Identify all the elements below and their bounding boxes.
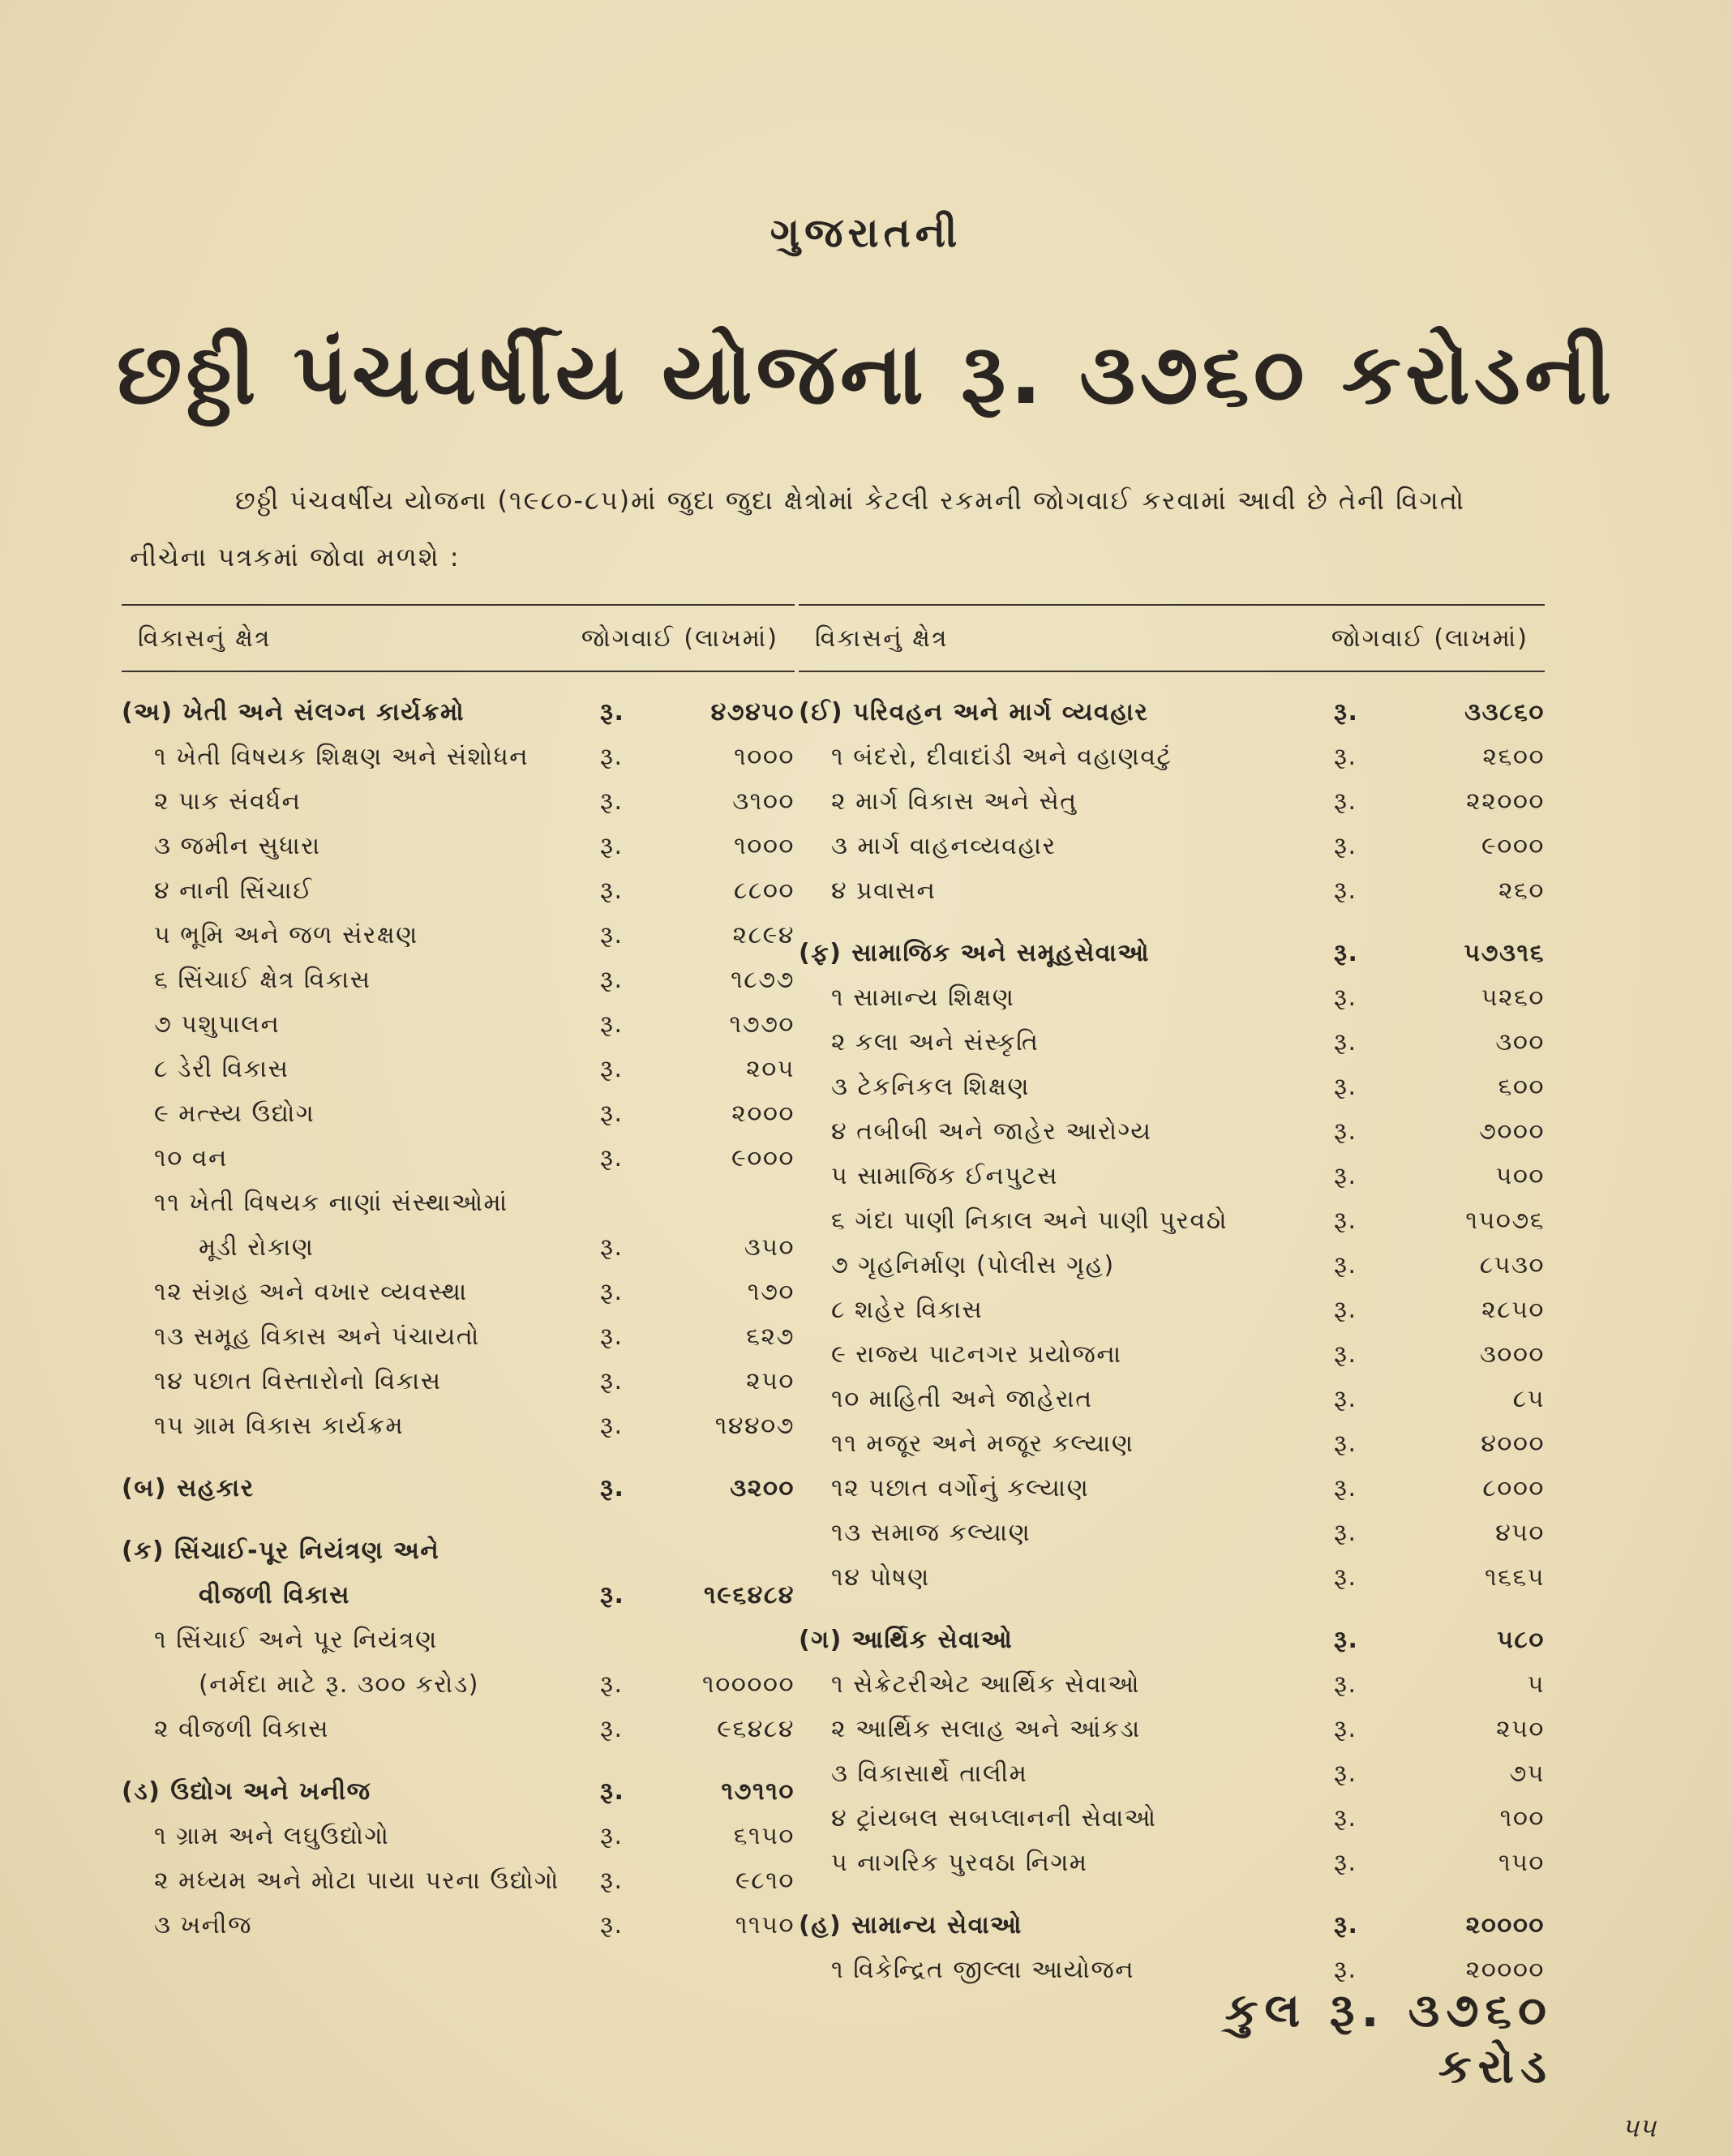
row-label: ૧૦ વન (154, 1144, 228, 1172)
row-currency: રૂ. (1334, 1804, 1357, 1832)
row-label: (ઈ) પરિવહન અને માર્ગ વ્યવહાર (799, 698, 1149, 727)
row-label: ૨ મધ્યમ અને મોટા પાયા પરના ઉદ્યોગો (154, 1867, 559, 1895)
table-row (799, 1555, 1545, 1600)
row-label: ૨ વીજળી વિકાસ (154, 1715, 330, 1743)
table-header-row (122, 606, 795, 671)
table-row (122, 824, 795, 868)
row-currency: રૂ. (600, 1010, 624, 1039)
row-amount: ૪૦૦૦ (1481, 1429, 1545, 1458)
row-label: વીજળી વિકાસ (199, 1581, 350, 1609)
row-amount: ૮૦૦૦ (1482, 1474, 1545, 1502)
row-amount: ૯૮૧૦ (735, 1867, 795, 1895)
table-row (799, 1662, 1545, 1707)
row-currency: રૂ. (1334, 1162, 1357, 1190)
row-amount: ૧૮૭૭ (731, 966, 795, 994)
row-amount: ૧૭૦ (747, 1278, 795, 1306)
row-label: ૩ જમીન સુધારા (154, 832, 321, 860)
row-currency: રૂ. (600, 698, 625, 727)
row-label: (ક) સિંચાઈ-પૂર નિયંત્રણ અને (122, 1537, 440, 1565)
row-currency: રૂ. (600, 787, 624, 816)
row-amount: ૯૬૪૮૪ (717, 1715, 795, 1743)
row-currency: રૂ. (600, 1867, 624, 1895)
row-amount: ૧૦૦૦ (734, 743, 795, 771)
row-currency: રૂ. (1334, 1670, 1357, 1699)
row-amount: ૨૬૦ (1498, 877, 1545, 905)
table-row (122, 735, 795, 779)
row-label: ૧૩ સમૂહ વિકાસ અને પંચાયતો (154, 1322, 480, 1351)
table-row (122, 1225, 795, 1270)
row-currency: રૂ. (600, 1055, 624, 1083)
section-row (122, 1769, 795, 1814)
row-amount: ૧૪૪૦૭ (714, 1412, 795, 1440)
row-label: ૧૦ માહિતી અને જાહેરાત (831, 1385, 1093, 1413)
row-amount: ૩૫૦ (744, 1233, 795, 1262)
row-currency: રૂ. (1334, 1117, 1357, 1146)
table-row (122, 1662, 795, 1707)
table-row (799, 1466, 1545, 1511)
row-amount: ૬૧૫૦ (733, 1822, 795, 1850)
table-row (799, 1796, 1545, 1841)
row-label: ૧૧ ખેતી વિષયક નાણાં સંસ્થાઓમાં (154, 1189, 508, 1217)
row-amount: ૧૧૫૦ (735, 1911, 795, 1940)
row-amount: ૯૦૦૦ (1481, 832, 1545, 860)
row-currency: રૂ. (600, 1233, 624, 1262)
table-row (122, 1047, 795, 1091)
row-label: (ડ) ઉદ્યોગ અને ખનીજ (122, 1777, 371, 1806)
row-label: ૧૪ પછાત વિસ્તારોનો વિકાસ (154, 1367, 442, 1395)
row-currency: રૂ. (600, 1099, 624, 1128)
table-row (799, 975, 1545, 1020)
row-currency: રૂ. (1334, 1429, 1357, 1458)
row-amount: ૨૬૦૦ (1482, 743, 1545, 771)
page-number: ૫૫ (1622, 2112, 1657, 2143)
row-label: ૯ રાજ્ય પાટનગર પ્રયોજના (831, 1340, 1122, 1369)
row-label: (ગ) આર્થિક સેવાઓ (799, 1626, 1014, 1654)
row-amount: ૧૫૦ (1498, 1849, 1545, 1877)
row-amount: ૫૦૦ (1495, 1162, 1545, 1190)
table-row (122, 1136, 795, 1181)
table-header-row (799, 606, 1545, 671)
row-label: ૫ ભૂમિ અને જળ સંરક્ષણ (154, 921, 418, 949)
row-currency: રૂ. (1334, 832, 1357, 860)
row-amount: ૫૨૬૦ (1481, 984, 1545, 1012)
row-label: ૧ બંદરો, દીવાદાંડી અને વહાણવટું (831, 743, 1173, 771)
row-label: ૧૫ ગ્રામ વિકાસ કાર્યક્રમ (154, 1412, 405, 1440)
row-label: ૨ પાક સંવર્ધન (154, 787, 302, 816)
table-row (799, 1198, 1545, 1243)
row-amount: ૨૦૦૦૦ (1465, 1956, 1545, 1984)
row-currency: રૂ. (600, 1367, 624, 1395)
row-currency: રૂ. (1334, 1028, 1357, 1057)
provision-header: જોગવાઈ (લાખમાં) (1331, 624, 1528, 653)
row-currency: રૂ. (600, 1144, 624, 1172)
table-row (122, 1618, 795, 1662)
row-currency: રૂ. (1334, 1251, 1357, 1279)
table-row (799, 1288, 1545, 1332)
row-amount: ૨૦૦૦ (731, 1099, 795, 1128)
row-amount: ૫૭૩૧૬ (1464, 939, 1545, 967)
row-amount: ૨૫૦ (1496, 1715, 1545, 1743)
row-currency: રૂ. (600, 1670, 624, 1699)
row-currency: રૂ. (1334, 939, 1359, 967)
row-label: ૨ માર્ગ વિકાસ અને સેતુ (831, 787, 1078, 816)
row-currency: રૂ. (1334, 1911, 1359, 1940)
row-label: ૧૩ સમાજ કલ્યાણ (831, 1519, 1031, 1547)
row-label: ૩ માર્ગ વાહનવ્યવહાર (831, 832, 1057, 860)
right-table (799, 604, 1545, 1992)
table-row (122, 1903, 795, 1948)
row-amount: ૫૮૦ (1497, 1626, 1545, 1654)
row-label: ૭ પશુપાલન (154, 1010, 281, 1039)
row-currency: રૂ. (1334, 1626, 1359, 1654)
table-row (799, 1243, 1545, 1288)
row-amount: ૯૦૦૦ (731, 1144, 795, 1172)
row-label: ૫ નાગરિક પુરવઠા નિગમ (831, 1849, 1088, 1877)
row-amount: ૩૦૦ (1495, 1028, 1545, 1057)
table-row (122, 913, 795, 958)
row-currency: રૂ. (600, 1322, 624, 1351)
row-currency: રૂ. (600, 1581, 625, 1609)
row-label: ૧૪ પોષણ (831, 1563, 930, 1592)
table-row (799, 1065, 1545, 1109)
table-row (122, 1404, 795, 1448)
table-row (122, 1002, 795, 1047)
row-amount: ૧૯૬૪૮૪ (704, 1581, 795, 1609)
table-row (122, 1270, 795, 1314)
row-currency: રૂ. (1334, 877, 1357, 905)
row-amount: ૮૫ (1512, 1385, 1545, 1413)
left-table-body (122, 690, 795, 1948)
section-row (799, 931, 1545, 975)
row-currency: રૂ. (1334, 1715, 1357, 1743)
table-row (799, 1511, 1545, 1555)
grand-total: કુલ રૂ. ૩૭૬૦ કરોડ (1224, 1982, 1553, 2094)
row-currency: રૂ. (1334, 743, 1357, 771)
table-row (799, 1841, 1545, 1885)
row-amount: ૭૦૦૦ (1478, 1117, 1545, 1146)
table-row (122, 1091, 795, 1136)
row-currency: રૂ. (600, 1715, 624, 1743)
table-row (122, 958, 795, 1002)
section-row (122, 1528, 795, 1573)
row-currency: રૂ. (1334, 1956, 1357, 1984)
table-row (122, 1707, 795, 1751)
row-amount: ૮૫૩૦ (1479, 1251, 1545, 1279)
section-row (122, 1573, 795, 1618)
row-currency: રૂ. (1334, 1073, 1357, 1101)
table-row (122, 1858, 795, 1903)
table-row (799, 1751, 1545, 1796)
row-currency: રૂ. (1334, 1385, 1357, 1413)
intro-paragraph: છઠ્ઠી પંચવર્ષીય યોજના (૧૯૮૦-૮૫)માં જુદા જુદા ક્ષેત્રોમાં કેટલી રકમની જોગવાઈ કરવામાં આવી છે તેની વિગતો નીચેના પત્રકમાં જોવા મળશે : (130, 485, 1465, 572)
row-label: ૩ ખનીજ (154, 1911, 252, 1940)
row-currency: રૂ. (1334, 787, 1357, 816)
row-label: ૩ વિકાસાર્થે તાલીમ (831, 1760, 1028, 1788)
row-amount: ૩૦૦૦ (1479, 1340, 1545, 1369)
row-currency: રૂ. (1334, 1849, 1357, 1877)
row-amount: ૫ (1527, 1670, 1545, 1699)
table-row (122, 1814, 795, 1858)
row-amount: ૨૫૦ (746, 1367, 795, 1395)
row-label: ૨ કલા અને સંસ્કૃતિ (831, 1028, 1040, 1057)
row-amount: ૬૨૭ (746, 1322, 795, 1351)
row-label: ૧૨ પછાત વર્ગોનું કલ્યાણ (831, 1474, 1090, 1502)
row-amount: ૨૮૫૦ (1481, 1296, 1545, 1324)
row-label: ૧ સામાન્ય શિક્ષણ (831, 984, 1015, 1012)
row-label: ૮ ડેરી વિકાસ (154, 1055, 289, 1083)
row-currency: રૂ. (1334, 1760, 1357, 1788)
row-currency: રૂ. (600, 966, 624, 994)
row-label: ૬ ગંદા પાણી નિકાલ અને પાણી પુરવઠો (831, 1207, 1228, 1235)
row-label: (ફ) સામાજિક અને સમૂહસેવાઓ (799, 939, 1151, 967)
table-row (799, 824, 1545, 868)
row-currency: રૂ. (600, 743, 624, 771)
section-row (122, 690, 795, 735)
row-amount: ૧૭૭૦ (729, 1010, 795, 1039)
row-currency: રૂ. (600, 1412, 624, 1440)
section-row (122, 1466, 795, 1511)
row-amount: ૮૮૦૦ (733, 877, 795, 905)
row-currency: રૂ. (1334, 1563, 1357, 1592)
table-row (799, 779, 1545, 824)
table-row (122, 779, 795, 824)
provision-header: જોગવાઈ (લાખમાં) (581, 624, 778, 653)
row-label: ૪ ટ્રાંયબલ સબપ્લાનની સેવાઓ (831, 1804, 1157, 1832)
table-row (799, 868, 1545, 913)
row-label: ૧ વિકેન્દ્રિત જીલ્લા આયોજન (831, 1956, 1135, 1984)
row-currency: રૂ. (600, 1822, 624, 1850)
row-label: ૪ તબીબી અને જાહેર આરોગ્ય (831, 1117, 1152, 1146)
row-currency: રૂ. (1334, 698, 1359, 727)
table-row (122, 1181, 795, 1225)
row-amount: ૨૮૯૪ (732, 921, 795, 949)
row-label: ૮ શહેર વિકાસ (831, 1296, 984, 1324)
table-row (799, 1109, 1545, 1154)
row-amount: ૧૬૬૫ (1484, 1563, 1545, 1592)
table-row (799, 735, 1545, 779)
row-currency: રૂ. (1334, 1296, 1357, 1324)
row-label: ૬ સિંચાઈ ક્ષેત્ર વિકાસ (154, 966, 371, 994)
row-label: ૯ મત્સ્ય ઉદ્યોગ (154, 1099, 315, 1128)
row-label: (નર્મદા માટે રૂ. ૩૦૦ કરોડ) (199, 1670, 479, 1699)
row-label: ૧ સેક્રેટરીએટ આર્થિક સેવાઓ (831, 1670, 1141, 1699)
row-currency: રૂ. (1334, 1207, 1357, 1235)
row-label: ૫ સામાજિક ઈનપુટસ (831, 1162, 1059, 1190)
row-amount: ૨૦૫ (746, 1055, 795, 1083)
row-label: મૂડી રોકાણ (199, 1233, 315, 1262)
row-label: ૧૧ મજૂર અને મજૂર કલ્યાણ (831, 1429, 1134, 1458)
row-currency: રૂ. (1334, 984, 1357, 1012)
section-row (799, 1903, 1545, 1948)
row-amount: ૧૫૦૭૬ (1465, 1207, 1545, 1235)
row-amount: ૨૨૦૦૦ (1466, 787, 1545, 816)
row-amount: ૩૨૦૦ (730, 1474, 795, 1502)
section-row (799, 690, 1545, 735)
row-currency: રૂ. (600, 1474, 625, 1502)
row-currency: રૂ. (600, 1911, 624, 1940)
table-row (799, 1020, 1545, 1065)
table-row (122, 868, 795, 913)
row-label: ૪ નાની સિંચાઈ (154, 877, 313, 905)
row-amount: ૬૦૦ (1498, 1073, 1545, 1101)
row-amount: ૨૦૦૦૦ (1465, 1911, 1545, 1940)
table-row (799, 1707, 1545, 1751)
row-label: ૭ ગૃહનિર્માણ (પોલીસ ગૃહ) (831, 1251, 1115, 1279)
table-row (122, 1314, 795, 1359)
table-row (799, 1377, 1545, 1421)
right-table-body (799, 690, 1545, 1992)
row-currency: રૂ. (600, 877, 624, 905)
table-row (799, 1154, 1545, 1198)
section-row (799, 1618, 1545, 1662)
table-row (799, 1332, 1545, 1377)
row-amount: ૧૦૦ (1499, 1804, 1545, 1832)
sector-header: વિકાસનું ક્ષેત્ર (138, 624, 272, 653)
sector-header: વિકાસનું ક્ષેત્ર (815, 624, 949, 653)
page-title: છઠ્ઠી પંચવર્ષીય યોજના રૂ. ૩૭૬૦ કરોડની (116, 324, 1616, 423)
row-amount: ૪૫૦ (1495, 1519, 1545, 1547)
row-currency: રૂ. (600, 832, 624, 860)
row-label: (બ) સહકાર (122, 1474, 255, 1502)
row-amount: ૧૦૦૦ (734, 832, 795, 860)
row-label: ૩ ટેકનિકલ શિક્ષણ (831, 1073, 1031, 1101)
row-label: ૧૨ સંગ્રહ અને વખાર વ્યવસ્થા (154, 1278, 468, 1306)
row-currency: રૂ. (1334, 1474, 1357, 1502)
row-amount: ૧૭૧૧૦ (721, 1777, 795, 1806)
row-label: ૪ પ્રવાસન (831, 877, 937, 905)
row-label: ૧ ખેતી વિષયક શિક્ષણ અને સંશોધન (154, 743, 529, 771)
row-currency: રૂ. (1334, 1340, 1357, 1369)
left-table (122, 604, 795, 1948)
row-label: ૧ સિંચાઈ અને પૂર નિયંત્રણ (154, 1626, 438, 1654)
row-label: (અ) ખેતી અને સંલગ્ન કાર્યક્રમો (122, 698, 465, 727)
row-amount: ૭૫ (1509, 1760, 1545, 1788)
row-amount: ૩૩૮૬૦ (1464, 698, 1545, 727)
row-label: ૧ ગ્રામ અને લઘુઉદ્યોગો (154, 1822, 390, 1850)
row-label: (હ) સામાન્ય સેવાઓ (799, 1911, 1022, 1940)
page-subtitle: ગુજરાતની (770, 209, 962, 256)
row-amount: ૧૦૦૦૦૦ (702, 1670, 795, 1699)
row-currency: રૂ. (600, 1278, 624, 1306)
row-currency: રૂ. (600, 1777, 625, 1806)
row-amount: ૩૧૦૦ (732, 787, 795, 816)
row-label: ૨ આર્થિક સલાહ અને આંકડા (831, 1715, 1141, 1743)
row-currency: રૂ. (600, 921, 624, 949)
row-amount: ૪૭૪૫૦ (710, 698, 795, 727)
table-row (799, 1421, 1545, 1466)
table-row (122, 1359, 795, 1404)
row-currency: રૂ. (1334, 1519, 1357, 1547)
